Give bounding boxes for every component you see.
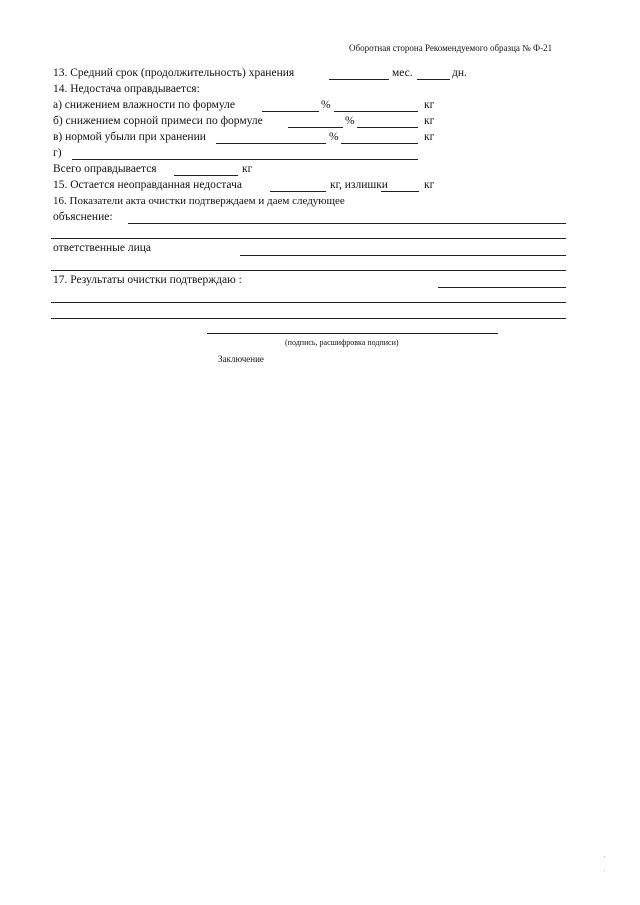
item17-line-2[interactable] bbox=[51, 302, 566, 303]
item14-a-formula-field[interactable] bbox=[262, 111, 319, 112]
item13-days-field[interactable] bbox=[417, 79, 450, 80]
item14-b-label: б) снижением сорной примеси по формуле bbox=[53, 115, 263, 127]
item17-label: 17. Результаты очистки подтверждаю : bbox=[53, 274, 242, 286]
item14-b-unit: кг bbox=[424, 115, 435, 127]
item14-v-rate-field[interactable] bbox=[216, 143, 326, 144]
item14-b-percent: % bbox=[345, 115, 355, 127]
item14-b-formula-field[interactable] bbox=[288, 127, 343, 128]
item14-g-label: г) bbox=[53, 147, 62, 159]
scan-speck bbox=[604, 856, 605, 857]
item13-label: 13. Средний срок (продолжительность) хранения bbox=[53, 67, 295, 79]
item13-days-unit: дн. bbox=[452, 67, 467, 79]
item15-unit-surplus: кг, излишки bbox=[330, 179, 388, 191]
item14-g-field[interactable] bbox=[72, 159, 418, 160]
signature-caption: (подпись, расшифровка подписи) bbox=[285, 338, 399, 347]
explanation-line-1[interactable] bbox=[128, 223, 566, 224]
scan-speck bbox=[604, 870, 605, 871]
item15-label: 15. Остается неоправданная недостача bbox=[53, 179, 242, 191]
item17-line-1[interactable] bbox=[438, 287, 566, 288]
item14-a-unit: кг bbox=[424, 99, 435, 111]
item14-v-percent: % bbox=[329, 131, 339, 143]
item14-b-kg-field[interactable] bbox=[357, 127, 418, 128]
item14-a-percent: % bbox=[321, 99, 331, 111]
conclusion-label: Заключение bbox=[218, 354, 264, 364]
item14-v-kg-field[interactable] bbox=[341, 143, 418, 144]
form-header-title: Оборотная сторона Рекомендуемого образца № Ф-21 bbox=[349, 43, 553, 53]
item14-a-kg-field[interactable] bbox=[334, 111, 418, 112]
item15-shortage-field[interactable] bbox=[270, 191, 326, 192]
total-kg-field[interactable] bbox=[174, 175, 238, 176]
item15-unit: кг bbox=[424, 179, 435, 191]
item13-months-unit: мес. bbox=[392, 67, 413, 79]
item14-label: 14. Недостача оправдывается: bbox=[53, 83, 200, 95]
responsible-line-2[interactable] bbox=[51, 270, 566, 271]
item17-line-3[interactable] bbox=[51, 318, 566, 319]
item14-a-label: а) снижением влажности по формуле bbox=[53, 99, 236, 111]
responsible-line-1[interactable] bbox=[240, 255, 566, 256]
item14-v-label: в) нормой убыли при хранении bbox=[53, 131, 206, 143]
item15-surplus-field[interactable] bbox=[381, 191, 419, 192]
explanation-line-2[interactable] bbox=[51, 238, 566, 239]
signature-line[interactable] bbox=[207, 333, 498, 334]
item16-line1: 16. Показатели акта очистки подтверждаем и даем следующее bbox=[53, 195, 345, 207]
responsible-label: ответственные лица bbox=[53, 242, 152, 254]
item13-months-field[interactable] bbox=[329, 79, 389, 80]
item14-v-unit: кг bbox=[424, 131, 435, 143]
total-label: Всего оправдывается bbox=[53, 163, 157, 175]
item16-line2: объяснение: bbox=[53, 211, 113, 223]
total-unit: кг bbox=[242, 163, 253, 175]
